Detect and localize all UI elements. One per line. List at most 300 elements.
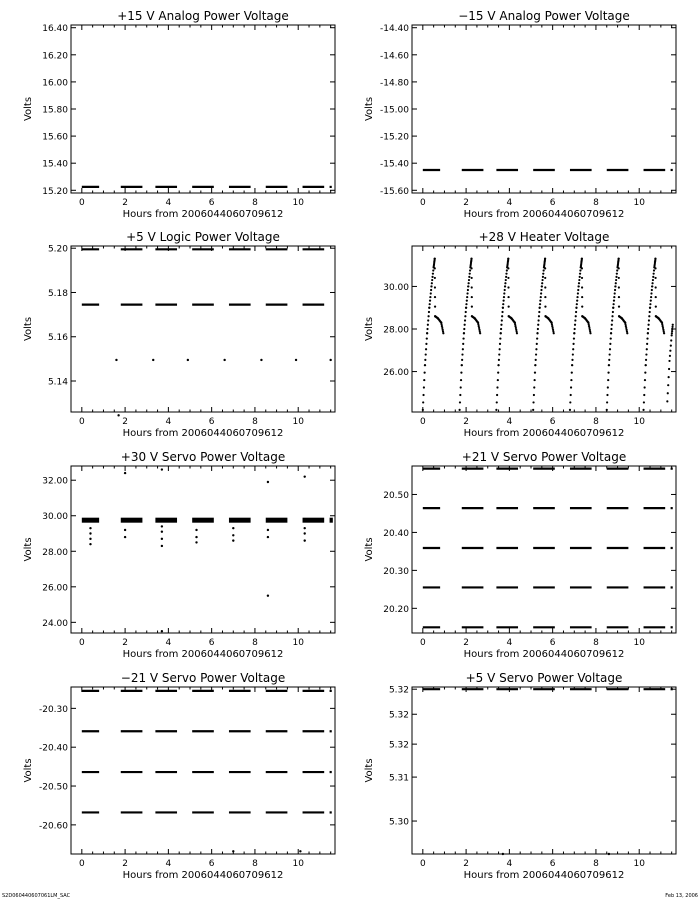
data-point	[89, 527, 91, 529]
data-point	[613, 296, 615, 298]
data-point	[543, 269, 545, 271]
data-point	[422, 401, 424, 403]
data-point	[589, 332, 591, 334]
data-point	[646, 337, 648, 339]
data-point	[540, 292, 542, 294]
data-point	[537, 324, 539, 326]
data-point	[497, 379, 499, 381]
data-point	[613, 300, 615, 302]
y-tick-label: 16.00	[42, 78, 68, 89]
data-point	[618, 258, 620, 260]
data-point	[469, 273, 471, 275]
data-point	[503, 296, 505, 298]
data-point	[460, 386, 462, 388]
data-point	[424, 372, 426, 374]
y-tick-label: 15.40	[42, 159, 68, 170]
data-point	[460, 372, 462, 374]
chart-title: −21 V Servo Power Voltage	[120, 671, 286, 685]
x-tick-label: 2	[122, 417, 128, 427]
data-point	[575, 315, 577, 317]
data-point	[499, 343, 501, 345]
data-point	[508, 306, 510, 308]
x-tick-label: 4	[165, 198, 172, 208]
data-point	[427, 319, 429, 321]
data-point	[466, 296, 468, 298]
data-point	[471, 277, 473, 279]
y-tick-label: 26.00	[42, 583, 68, 594]
data-point	[503, 292, 505, 294]
data-point	[260, 359, 262, 361]
x-tick-label: 0	[78, 859, 85, 869]
data-point	[89, 543, 91, 545]
data-point	[232, 539, 234, 541]
y-tick-label: -20.40	[38, 743, 68, 754]
data-point	[501, 319, 503, 321]
data-point	[423, 386, 425, 388]
data-point	[614, 289, 616, 291]
data-point	[648, 319, 650, 321]
chart-panel-2	[364, 9, 676, 220]
x-tick-label: 2	[122, 859, 128, 869]
data-point	[574, 319, 576, 321]
data-point	[572, 353, 574, 355]
data-point	[495, 409, 497, 411]
data-point	[195, 529, 197, 531]
y-axis-label: Volts	[23, 758, 34, 783]
data-point	[468, 276, 470, 278]
data-point	[462, 348, 464, 350]
x-tick-label: 2	[122, 638, 128, 648]
data-point	[533, 386, 535, 388]
data-point	[304, 527, 306, 529]
x-axis-label: Hours from 2006044060709612	[463, 649, 625, 660]
data-point	[465, 311, 467, 313]
data-point	[427, 315, 429, 317]
data-point	[610, 337, 612, 339]
data-point	[504, 289, 506, 291]
y-tick-label: -14.60	[379, 51, 409, 62]
data-point	[618, 296, 620, 298]
x-tick-label: 8	[593, 638, 599, 648]
data-point	[431, 282, 433, 284]
data-band	[330, 518, 333, 523]
x-tick-label: 8	[252, 638, 258, 648]
data-point	[428, 307, 430, 309]
x-tick-label: 0	[78, 638, 85, 648]
data-point	[470, 258, 472, 260]
data-point	[534, 372, 536, 374]
x-tick-label: 10	[292, 638, 304, 648]
y-tick-label: 5.32	[388, 740, 409, 751]
data-point	[232, 527, 234, 529]
data-point	[471, 306, 473, 308]
y-tick-label: 15.60	[42, 132, 68, 143]
data-point	[502, 303, 504, 305]
y-tick-label: 5.31	[388, 773, 409, 784]
data-point	[647, 332, 649, 334]
data-point	[442, 332, 444, 334]
data-point	[426, 332, 428, 334]
data-point	[471, 286, 473, 288]
chart-panel-7	[23, 671, 335, 881]
data-point	[669, 350, 671, 352]
data-point	[499, 337, 501, 339]
data-point	[187, 359, 189, 361]
data-point	[468, 279, 470, 281]
data-point	[501, 315, 503, 317]
x-tick-label: 4	[165, 417, 172, 427]
data-point	[616, 269, 618, 271]
data-point	[542, 273, 544, 275]
chart-title: +28 V Heater Voltage	[478, 230, 610, 244]
data-point	[544, 296, 546, 298]
data-point	[646, 348, 648, 350]
data-point	[611, 324, 613, 326]
data-point	[615, 279, 617, 281]
y-tick-label: 15.80	[42, 105, 68, 116]
x-tick-label: 10	[633, 417, 645, 427]
data-point	[536, 343, 538, 345]
data-point	[650, 292, 652, 294]
data-point	[459, 401, 461, 403]
data-point	[161, 538, 163, 540]
data-point	[569, 409, 571, 411]
y-axis-label: Volts	[23, 537, 34, 562]
data-point	[539, 303, 541, 305]
data-band	[192, 518, 214, 523]
data-point	[606, 409, 608, 411]
data-point	[576, 296, 578, 298]
data-point	[506, 269, 508, 271]
data-point	[608, 359, 610, 361]
x-tick-label: 8	[252, 417, 258, 427]
chart-panel-5	[23, 450, 335, 660]
data-point	[161, 630, 163, 632]
data-point	[606, 394, 608, 396]
data-point	[578, 285, 580, 287]
data-point	[532, 401, 534, 403]
data-point	[615, 282, 617, 284]
data-point	[615, 276, 617, 278]
data-point	[539, 307, 541, 309]
data-point	[299, 850, 301, 852]
y-tick-label: -15.20	[379, 132, 409, 143]
data-point	[618, 306, 620, 308]
data-point	[498, 359, 500, 361]
data-point	[496, 386, 498, 388]
data-point	[152, 359, 154, 361]
data-point	[516, 332, 518, 334]
data-point	[579, 276, 581, 278]
data-point	[195, 541, 197, 543]
data-point	[425, 343, 427, 345]
data-point	[645, 359, 647, 361]
data-point	[540, 289, 542, 291]
data-point	[607, 386, 609, 388]
data-point	[460, 379, 462, 381]
data-point	[502, 853, 504, 855]
data-point	[507, 258, 509, 260]
data-point	[540, 296, 542, 298]
y-tick-label: 20.20	[383, 604, 409, 615]
data-point	[542, 276, 544, 278]
data-point	[429, 296, 431, 298]
data-point	[581, 296, 583, 298]
data-point	[468, 282, 470, 284]
data-band	[266, 518, 288, 523]
data-point	[434, 267, 436, 269]
data-point	[544, 306, 546, 308]
data-point	[581, 267, 583, 269]
data-point	[462, 337, 464, 339]
data-point	[650, 300, 652, 302]
data-point	[429, 300, 431, 302]
x-tick-label: 0	[419, 198, 426, 208]
data-point	[329, 359, 331, 361]
data-point	[465, 307, 467, 309]
data-point	[607, 372, 609, 374]
y-tick-label: -15.00	[379, 105, 409, 116]
data-point	[465, 303, 467, 305]
data-point	[426, 328, 428, 330]
data-point	[581, 277, 583, 279]
data-point	[608, 853, 610, 855]
data-point	[618, 286, 620, 288]
x-tick-label: 6	[208, 638, 215, 648]
data-point	[670, 339, 672, 341]
data-point	[651, 289, 653, 291]
data-point	[470, 267, 472, 269]
data-point	[544, 286, 546, 288]
data-point	[578, 279, 580, 281]
data-point	[579, 273, 581, 275]
data-point	[504, 285, 506, 287]
data-point	[581, 286, 583, 288]
data-point	[649, 303, 651, 305]
data-point	[668, 376, 670, 378]
y-tick-label: -20.30	[38, 704, 68, 715]
y-tick-label: 15.20	[42, 186, 68, 197]
data-point	[647, 328, 649, 330]
x-tick-label: 6	[549, 638, 556, 648]
data-point	[504, 282, 506, 284]
x-tick-label: 0	[419, 638, 426, 648]
data-point	[124, 472, 126, 474]
data-point	[571, 364, 573, 366]
y-tick-label: -14.80	[379, 78, 409, 89]
data-band	[303, 518, 325, 523]
chart-panel-4	[364, 230, 676, 439]
data-point	[655, 286, 657, 288]
y-axis-label: Volts	[364, 758, 375, 783]
data-point	[464, 315, 466, 317]
chart-title: +21 V Servo Power Voltage	[461, 450, 627, 464]
data-point	[427, 324, 429, 326]
data-point	[644, 372, 646, 374]
data-point	[536, 337, 538, 339]
x-tick-label: 2	[122, 198, 128, 208]
data-point	[642, 409, 644, 411]
data-point	[672, 324, 674, 326]
x-axis-label: Hours from 2006044060709612	[463, 428, 625, 439]
data-point	[304, 532, 306, 534]
y-tick-label: 30.00	[383, 282, 409, 293]
data-point	[575, 307, 577, 309]
data-point	[671, 334, 673, 336]
data-point	[610, 332, 612, 334]
data-band	[229, 518, 251, 523]
data-point	[572, 348, 574, 350]
x-tick-label: 6	[549, 859, 556, 869]
data-point	[124, 536, 126, 538]
x-tick-label: 6	[208, 198, 215, 208]
x-axis-label: Hours from 2006044060709612	[463, 870, 625, 881]
data-point	[574, 328, 576, 330]
data-point	[426, 337, 428, 339]
chart-title: +5 V Logic Power Voltage	[126, 230, 280, 244]
data-point	[571, 372, 573, 374]
data-point	[626, 332, 628, 334]
data-point	[670, 345, 672, 347]
data-point	[573, 337, 575, 339]
data-point	[671, 332, 673, 334]
data-point	[500, 328, 502, 330]
x-tick-label: 8	[252, 859, 258, 869]
data-point	[117, 414, 119, 416]
data-point	[651, 282, 653, 284]
data-point	[544, 267, 546, 269]
data-point	[469, 269, 471, 271]
plot-frame	[71, 466, 335, 633]
data-point	[612, 307, 614, 309]
data-point	[161, 468, 163, 470]
data-point	[649, 311, 651, 313]
data-point	[535, 348, 537, 350]
x-tick-label: 4	[165, 638, 172, 648]
y-tick-label: 5.14	[47, 377, 68, 388]
data-point	[467, 289, 469, 291]
y-tick-label: -20.60	[38, 821, 68, 832]
data-point	[431, 279, 433, 281]
data-point	[581, 258, 583, 260]
x-tick-label: 6	[208, 417, 215, 427]
x-tick-label: 2	[463, 198, 469, 208]
data-point	[539, 300, 541, 302]
data-point	[115, 359, 117, 361]
data-point	[89, 532, 91, 534]
x-tick-label: 10	[292, 198, 304, 208]
x-tick-label: 4	[506, 417, 513, 427]
data-point	[576, 300, 578, 302]
data-point	[267, 481, 269, 483]
y-tick-label: -15.40	[379, 159, 409, 170]
y-axis-label: Volts	[364, 96, 375, 122]
x-tick-label: 6	[549, 417, 556, 427]
x-tick-label: 10	[292, 859, 304, 869]
data-point	[431, 276, 433, 278]
data-point	[610, 328, 612, 330]
data-point	[423, 379, 425, 381]
data-point	[89, 538, 91, 540]
data-point	[667, 384, 669, 386]
data-point	[501, 311, 503, 313]
data-point	[607, 379, 609, 381]
data-point	[538, 315, 540, 317]
data-point	[497, 364, 499, 366]
data-point	[496, 394, 498, 396]
x-tick-label: 10	[633, 198, 645, 208]
data-point	[663, 332, 665, 334]
data-point	[499, 348, 501, 350]
data-point	[609, 353, 611, 355]
data-point	[571, 359, 573, 361]
data-point	[577, 289, 579, 291]
data-point	[572, 343, 574, 345]
y-tick-label: 5.18	[47, 288, 68, 299]
y-axis-label: Volts	[23, 96, 34, 122]
x-tick-label: 0	[78, 417, 85, 427]
data-point	[425, 353, 427, 355]
data-point	[570, 394, 572, 396]
y-tick-label: 32.00	[42, 476, 68, 487]
data-point	[461, 353, 463, 355]
plot-frame	[412, 466, 676, 633]
data-point	[505, 276, 507, 278]
x-tick-label: 4	[506, 198, 513, 208]
x-tick-label: 10	[633, 638, 645, 648]
x-tick-label: 6	[208, 859, 215, 869]
data-point	[304, 475, 306, 477]
x-tick-label: 2	[463, 638, 469, 648]
data-point	[570, 386, 572, 388]
data-point	[669, 355, 671, 357]
data-point	[503, 300, 505, 302]
data-point	[573, 332, 575, 334]
data-point	[609, 343, 611, 345]
y-tick-label: 24.00	[42, 618, 68, 629]
data-point	[467, 285, 469, 287]
data-point	[646, 343, 648, 345]
y-tick-label: 5.30	[388, 817, 409, 828]
data-point	[579, 269, 581, 271]
data-point	[507, 277, 509, 279]
data-point	[654, 258, 656, 260]
data-point	[541, 285, 543, 287]
data-point	[544, 277, 546, 279]
data-point	[644, 386, 646, 388]
data-point	[429, 303, 431, 305]
x-tick-label: 0	[78, 198, 85, 208]
y-tick-label: 20.30	[383, 566, 409, 577]
data-point	[459, 409, 461, 411]
data-point	[653, 269, 655, 271]
data-point	[430, 285, 432, 287]
plot-frame	[71, 246, 335, 412]
data-point	[613, 303, 615, 305]
data-point	[471, 296, 473, 298]
data-point	[422, 394, 424, 396]
data-point	[267, 529, 269, 531]
data-point	[161, 525, 163, 527]
chart-panel-6	[364, 450, 676, 660]
data-point	[223, 359, 225, 361]
data-point	[577, 292, 579, 294]
data-point	[424, 364, 426, 366]
data-point	[434, 286, 436, 288]
x-tick-label: 8	[593, 859, 599, 869]
data-band	[155, 518, 177, 523]
data-point	[434, 277, 436, 279]
